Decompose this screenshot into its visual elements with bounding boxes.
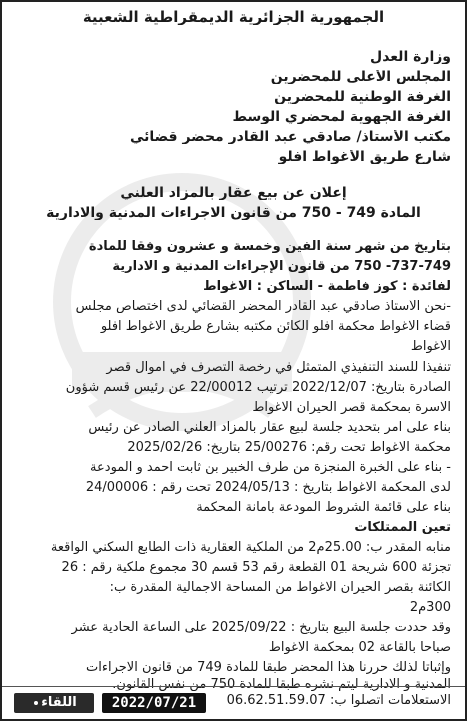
body-line: الاغواط xyxy=(410,340,451,353)
body-line: تنفيذا للسند التنفيذي المتمثل في رخصة التصرف في اموال قصر xyxy=(106,361,451,374)
notice-title: إعلان عن بيع عقار بالمزاد العلني xyxy=(120,186,347,200)
dot-icon xyxy=(34,701,38,705)
body-line: منابه المقدر ب: 25.00م2 من الملكية العقارية ذات الطابع السكني الواقعة xyxy=(50,541,451,554)
section-heading: تعين الممتلكات xyxy=(354,521,451,534)
national-chamber-line: الغرفة الوطنية للمحضرين xyxy=(274,90,451,104)
body-line: 737-749- 750 من قانون الإجراءات المدنية و الادارية xyxy=(112,260,451,273)
regional-chamber-line: الغرفة الجهوية لمحضري الوسط xyxy=(232,110,451,124)
address-line: شارع طريق الأغواط افلو xyxy=(278,150,451,164)
body-line: بناء على امر بتحديد جلسة لبيع عقار بالمزاد العلني الصادر عن رئيس xyxy=(88,421,451,434)
body-line: الصادرة بتاريخ: 2022/12/07 ترتيب 22/00012 عن رئيس قسم شؤون xyxy=(65,381,451,394)
body-line: قضاء الاغواط محكمة أفلو الكائن مكتبه بشارع طريق الاغواط افلو xyxy=(100,320,451,333)
body-line: صباحا بالقاعة 02 بمحكمة الاغواط xyxy=(268,641,451,654)
publication-date: 2022/07/21 xyxy=(102,693,206,713)
body-line: وقد حددت جلسة البيع بتاريخ : 2025/09/22 على الساعة الحادية عشر xyxy=(71,621,451,634)
body-line: وإثباتا لذلك حررنا هذا المحضر طبقا للمادة 749 من قانون الاجراءات xyxy=(86,661,451,674)
body-line: 300م2 xyxy=(409,601,451,614)
body-line: بتاريخ من شهر سنة الفين وخمسة و عشرون وفقا للمادة xyxy=(88,240,451,253)
body-line: المدنية و الادارية ليتم نشره طبقا للمادة 750 من نفس القانون. xyxy=(112,678,451,691)
office-line: مكتب الأستاذ/ صادقي عبد القادر محضر قضائي xyxy=(129,130,451,144)
republic-heading: الجمهورية الجزائرية الديمقراطية الشعبية xyxy=(82,10,385,25)
newspaper-brand xyxy=(14,693,94,713)
council-line: المجلس الأعلى للمحضرين xyxy=(270,70,451,84)
body-line: لفائدة : كوز فاطمة - الساكن : الاغواط xyxy=(203,280,451,293)
ministry-line: وزارة العدل xyxy=(370,50,451,64)
body-line: -نحن الأستاذ صادقي عبد القادر المحضر القضائي لدى اختصاص مجلس xyxy=(75,300,451,313)
body-line: تجزئة 600 شريحة 01 القطعة رقم 53 قسم 30 مجموع ملكية رقم : 26 xyxy=(61,561,451,574)
body-line: محكمة الاغواط تحت رقم: 25/00276 بتاريخ: 2025/02/26 xyxy=(127,441,451,454)
body-line: - بناء على الخبرة المنجزة من طرف الخبير بن ثابت احمد و المودعة xyxy=(90,461,451,474)
notice-subtitle: المادة 749 - 750 من قانون الاجراءات المدنية والادارية xyxy=(46,206,421,220)
newspaper-brand-label: اللقاء xyxy=(41,695,77,710)
footer-bar xyxy=(2,686,465,717)
contact-line: الاستعلامات اتصلوا ب: 06.62.51.59.07 xyxy=(226,694,451,707)
body-line: لدى المحكمة الاغواط بتاريخ : 2024/05/13 تحت رقم : 24/00006 xyxy=(85,481,451,494)
body-line: بناء على قائمة الشروط المودعة بامانة المحكمة xyxy=(196,501,451,514)
body-line: الكائنة بقصر الحيران الاغواط من المساحة الاجمالية المقدرة ب: xyxy=(109,581,451,594)
body-line: الاسرة بمحكمة قصر الحيران الاغواط xyxy=(252,401,451,414)
